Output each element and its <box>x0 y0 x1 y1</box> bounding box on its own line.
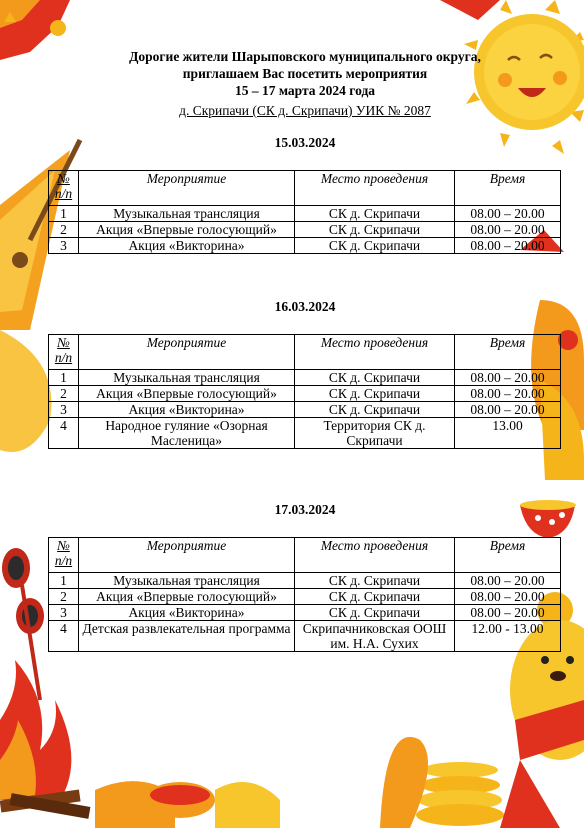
date-heading-day-3: 17.03.2024 <box>274 502 336 517</box>
cell-event: Народное гуляние «Озорная Масленица» <box>79 418 295 449</box>
cell-time: 08.00 – 20.00 <box>455 605 561 621</box>
table-header-row <box>49 538 561 573</box>
cell-event: Акция «Впервые голосующий» <box>79 386 295 402</box>
cell-num: 1 <box>49 370 79 386</box>
column-header-event: Мероприятие <box>79 335 295 370</box>
cell-num: 4 <box>49 418 79 449</box>
header-line-1: Дорогие жители Шарыповского муниципального округа, <box>129 49 481 64</box>
table-row <box>49 238 561 254</box>
cell-time: 08.00 – 20.00 <box>455 238 561 254</box>
table-row <box>49 573 561 589</box>
cell-event: Акция «Викторина» <box>79 402 295 418</box>
schedule-table-day-1 <box>48 170 561 254</box>
cell-place: СК д. Скрипачи <box>295 206 455 222</box>
table-row <box>49 621 561 652</box>
cell-place: Скрипачниковская ООШ им. Н.А. Сухих <box>295 621 455 652</box>
schedule-table-day-3 <box>48 537 561 652</box>
cell-place: СК д. Скрипачи <box>295 238 455 254</box>
cell-num: 4 <box>49 621 79 652</box>
cell-event: Детская развлекательная программа <box>79 621 295 652</box>
table-row <box>49 386 561 402</box>
table-row <box>49 402 561 418</box>
cell-num: 3 <box>49 605 79 621</box>
invitation-header <box>90 48 520 99</box>
cell-time: 13.00 <box>455 418 561 449</box>
date-heading-day-2: 16.03.2024 <box>274 299 336 314</box>
date-heading-day-1: 15.03.2024 <box>274 135 336 150</box>
cell-time: 08.00 – 20.00 <box>455 386 561 402</box>
cell-event: Акция «Викторина» <box>79 605 295 621</box>
cell-time: 08.00 – 20.00 <box>455 589 561 605</box>
cell-time: 12.00 - 13.00 <box>455 621 561 652</box>
schedule-table-day-2 <box>48 334 561 449</box>
column-header-place: Место проведения <box>295 171 455 206</box>
cell-place: СК д. Скрипачи <box>295 386 455 402</box>
column-header-num: № п/п <box>49 171 79 206</box>
venue-line: д. Скрипачи (СК д. Скрипачи) УИК № 2087 <box>179 103 431 118</box>
table-header-row <box>49 335 561 370</box>
cell-place: СК д. Скрипачи <box>295 370 455 386</box>
cell-event: Музыкальная трансляция <box>79 206 295 222</box>
column-header-num: № п/п <box>49 538 79 573</box>
cell-event: Музыкальная трансляция <box>79 573 295 589</box>
table-header-row <box>49 171 561 206</box>
cell-num: 1 <box>49 206 79 222</box>
header-line-2: приглашаем Вас посетить мероприятия <box>182 66 428 81</box>
cell-place: СК д. Скрипачи <box>295 222 455 238</box>
column-header-time: Время <box>455 335 561 370</box>
cell-place: СК д. Скрипачи <box>295 402 455 418</box>
cell-event: Акция «Впервые голосующий» <box>79 222 295 238</box>
cell-num: 2 <box>49 589 79 605</box>
cell-num: 1 <box>49 573 79 589</box>
column-header-place: Место проведения <box>295 335 455 370</box>
cell-place: СК д. Скрипачи <box>295 605 455 621</box>
column-header-event: Мероприятие <box>79 171 295 206</box>
cell-num: 2 <box>49 222 79 238</box>
table-row <box>49 418 561 449</box>
column-header-event: Мероприятие <box>79 538 295 573</box>
column-header-time: Время <box>455 538 561 573</box>
cell-time: 08.00 – 20.00 <box>455 573 561 589</box>
cell-place: СК д. Скрипачи <box>295 573 455 589</box>
table-row <box>49 605 561 621</box>
table-row <box>49 206 561 222</box>
column-header-num: № п/п <box>49 335 79 370</box>
cell-time: 08.00 – 20.00 <box>455 206 561 222</box>
header-line-3: 15 – 17 марта 2024 года <box>234 83 376 98</box>
cell-time: 08.00 – 20.00 <box>455 402 561 418</box>
cell-time: 08.00 – 20.00 <box>455 370 561 386</box>
cell-place: Территория СК д. Скрипачи <box>295 418 455 449</box>
cell-event: Музыкальная трансляция <box>79 370 295 386</box>
table-row <box>49 589 561 605</box>
cell-num: 3 <box>49 402 79 418</box>
cell-event: Акция «Викторина» <box>79 238 295 254</box>
cell-num: 2 <box>49 386 79 402</box>
table-row <box>49 222 561 238</box>
cell-place: СК д. Скрипачи <box>295 589 455 605</box>
cell-time: 08.00 – 20.00 <box>455 222 561 238</box>
column-header-place: Место проведения <box>295 538 455 573</box>
cell-event: Акция «Впервые голосующий» <box>79 589 295 605</box>
table-row <box>49 370 561 386</box>
column-header-time: Время <box>455 171 561 206</box>
cell-num: 3 <box>49 238 79 254</box>
